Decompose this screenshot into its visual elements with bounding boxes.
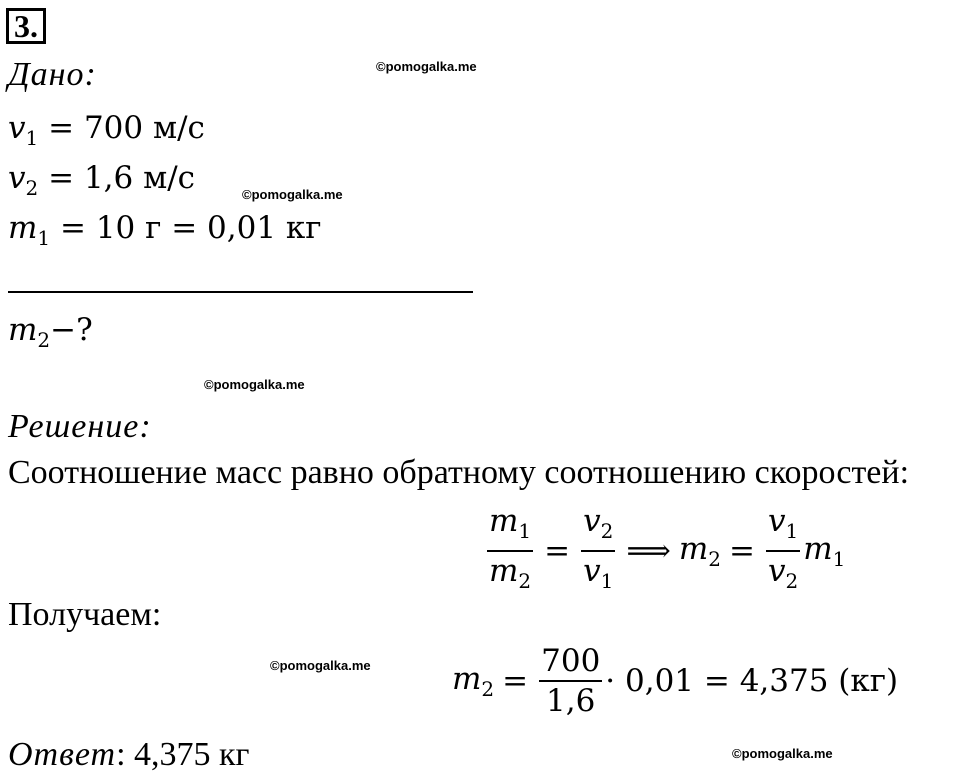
obtain-label: Получаем: [8, 596, 162, 633]
var-subscript: 2 [25, 176, 39, 200]
fraction [581, 502, 615, 600]
var-subscript: 2 [481, 677, 495, 701]
problem-number: 3. [6, 8, 46, 44]
equals-sign: = [728, 533, 755, 569]
equals-sign: = [502, 663, 529, 699]
var-symbol: m [678, 531, 709, 567]
var-subscript: 2 [37, 328, 51, 352]
watermark: ©pomogalka.me [204, 377, 305, 392]
var-subscript: 1 [600, 569, 614, 593]
var-subscript: 2 [785, 569, 799, 593]
fraction-numerator [581, 502, 615, 550]
var-subscript: 1 [785, 519, 799, 543]
var-subscript: 1 [518, 519, 532, 543]
fraction-numerator [487, 502, 533, 550]
given-v1-value: = 700 м/с [48, 110, 205, 146]
given-v2-value: = 1,6 м/с [48, 160, 196, 196]
find-m2 [8, 312, 93, 352]
lhs-variable [679, 531, 721, 571]
fraction-denominator [581, 552, 615, 600]
given-m1 [8, 210, 322, 250]
fraction-numerator [766, 502, 800, 550]
solution-statement: Соотношение масс равно обратному соотношению скоростей: [8, 454, 910, 491]
var-symbol: m [8, 312, 38, 348]
fraction [766, 502, 800, 600]
var-subscript: 1 [37, 226, 51, 250]
var-symbol: m [8, 210, 38, 246]
answer-line [8, 736, 249, 774]
lhs-variable [452, 661, 494, 701]
given-m1-value: = 10 г = 0,01 кг [60, 210, 322, 246]
find-question: −? [50, 312, 93, 348]
equals-sign: = [544, 533, 571, 569]
var-subscript: 1 [832, 547, 846, 571]
solution-heading: Решение: [8, 408, 152, 445]
fraction-denominator [766, 552, 800, 600]
implies-arrow: ⟹ [626, 533, 671, 569]
var-symbol: v [583, 553, 601, 589]
var-subscript: 2 [518, 569, 532, 593]
given-v2 [8, 160, 195, 200]
fraction-denominator: 1,6 [546, 683, 596, 719]
var-symbol: m [803, 531, 833, 567]
fraction [539, 642, 602, 720]
var-symbol: v [583, 503, 601, 539]
given-heading: Дано: [8, 56, 97, 93]
tail-variable [803, 531, 845, 571]
var-symbol: v [767, 553, 786, 589]
answer-label: Ответ [8, 736, 117, 773]
var-symbol: v [767, 503, 786, 539]
var-symbol: m [452, 661, 482, 697]
watermark: ©pomogalka.me [376, 59, 477, 74]
fraction [487, 502, 533, 600]
var-subscript: 2 [600, 519, 614, 543]
var-symbol: m [489, 553, 519, 589]
answer-value: : 4,375 кг [116, 736, 250, 773]
var-symbol: v [8, 160, 26, 196]
separator-line [8, 291, 473, 293]
var-symbol: m [489, 503, 519, 539]
watermark: ©pomogalka.me [242, 187, 343, 202]
watermark: ©pomogalka.me [270, 658, 371, 673]
var-symbol: v [8, 110, 26, 146]
fraction-numerator: 700 [541, 643, 601, 679]
formula-result [452, 642, 898, 720]
given-v1 [8, 110, 205, 150]
formula-ratio [484, 502, 845, 600]
var-subscript: 1 [25, 126, 39, 150]
fraction-denominator [487, 552, 533, 600]
result-expression: · 0,01 = 4,375 (кг) [605, 663, 899, 699]
watermark: ©pomogalka.me [732, 746, 833, 761]
var-subscript: 2 [708, 547, 721, 571]
